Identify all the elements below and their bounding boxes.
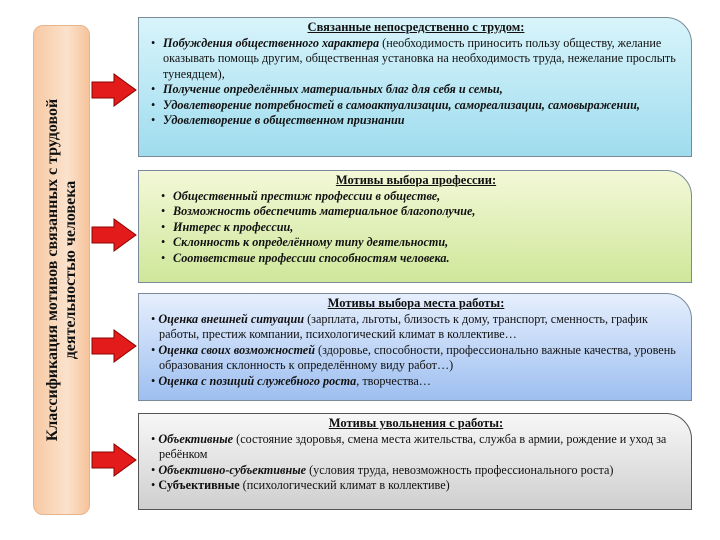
list-item — [147, 432, 685, 463]
list-item — [163, 113, 685, 129]
item-text: (состояние здоровья, смена места жительства, служба в армии, рождение и уход за ребёнком — [159, 431, 667, 461]
bullet: • — [151, 462, 159, 477]
classification-title: Классификация мотивов связанных с трудовой деятельностью человека — [43, 98, 79, 442]
item-emphasis: Интерес к профессии, — [173, 219, 294, 234]
box-title: Мотивы выбора профессии: — [335, 173, 497, 187]
item-text: (здоровье, способности, профессионально важные качества, уровень образования склонность к определённому виду работ…) — [159, 342, 676, 372]
bullet: • — [151, 342, 159, 357]
item-text: (условия труда, невозможность профессионального роста) — [306, 462, 614, 477]
item-emphasis: Общественный престиж профессии в обществе, — [173, 188, 441, 203]
item-emphasis: Соответствие профессии способностям человека. — [173, 250, 450, 265]
item-emphasis: Побуждения общественного характера — [163, 35, 380, 50]
dismissal-motives-box — [138, 413, 692, 510]
right-arrow-icon — [90, 328, 138, 364]
list-item — [173, 235, 685, 251]
item-emphasis: Оценка своих возможностей — [158, 342, 315, 357]
list-item — [163, 98, 685, 114]
item-text: (психологический климат в коллективе) — [239, 478, 450, 492]
right-arrow-icon — [90, 72, 138, 108]
box-title: Мотивы увольнения с работы: — [328, 416, 504, 430]
item-emphasis: Склонность к определённому типу деятельности, — [173, 235, 449, 249]
list-item — [173, 220, 685, 236]
item-emphasis: Оценка внешней ситуации — [158, 311, 305, 326]
item-emphasis: Удовлетворение потребностей в самоактуализации, самореализации, самовыражении, — [163, 97, 640, 112]
list-item — [147, 312, 685, 343]
item-emphasis: Субъективные — [158, 478, 240, 492]
bullet: • — [151, 478, 159, 492]
labor-related-motives-box — [138, 17, 692, 157]
item-emphasis: Возможность обеспечить материальное благополучие, — [173, 204, 476, 218]
profession-choice-motives-box — [138, 170, 692, 283]
list-item — [173, 189, 685, 205]
item-emphasis: Получение определённых материальных благ для себя и семьи, — [163, 82, 503, 96]
list-item — [163, 36, 685, 83]
box-title: Связанные непосредственно с трудом: — [307, 20, 525, 34]
list-item — [147, 374, 685, 390]
item-emphasis: Удовлетворение в общественном признании — [163, 113, 405, 127]
list-item — [173, 251, 685, 267]
item-emphasis: Объективно-субъективные — [158, 462, 307, 477]
bullet: • — [151, 311, 159, 326]
classification-label-box — [33, 25, 90, 515]
item-emphasis: Оценка с позиций служебного роста — [158, 373, 357, 388]
item-text: (необходимость приносить пользу обществу, желание оказывать помощь другим, общественная установка на необходимость труда, нежелание прослыть тунеядцем), — [163, 35, 676, 81]
list-item — [173, 204, 685, 220]
item-emphasis: Объективные — [158, 431, 234, 446]
item-text: (зарплата, льготы, близость к дому, транспорт, сменность, график работы, престиж компании, психологический климат в коллективе… — [159, 311, 648, 341]
list-item — [147, 463, 685, 479]
box-title: Мотивы выбора места работы: — [327, 296, 505, 310]
right-arrow-icon — [90, 217, 138, 253]
right-arrow-icon — [90, 442, 138, 478]
list-item — [147, 343, 685, 374]
list-item — [147, 478, 685, 494]
item-text: , творчества… — [356, 373, 431, 388]
workplace-choice-motives-box — [138, 293, 692, 401]
bullet: • — [151, 373, 159, 388]
list-item — [163, 82, 685, 98]
bullet: • — [151, 431, 159, 446]
